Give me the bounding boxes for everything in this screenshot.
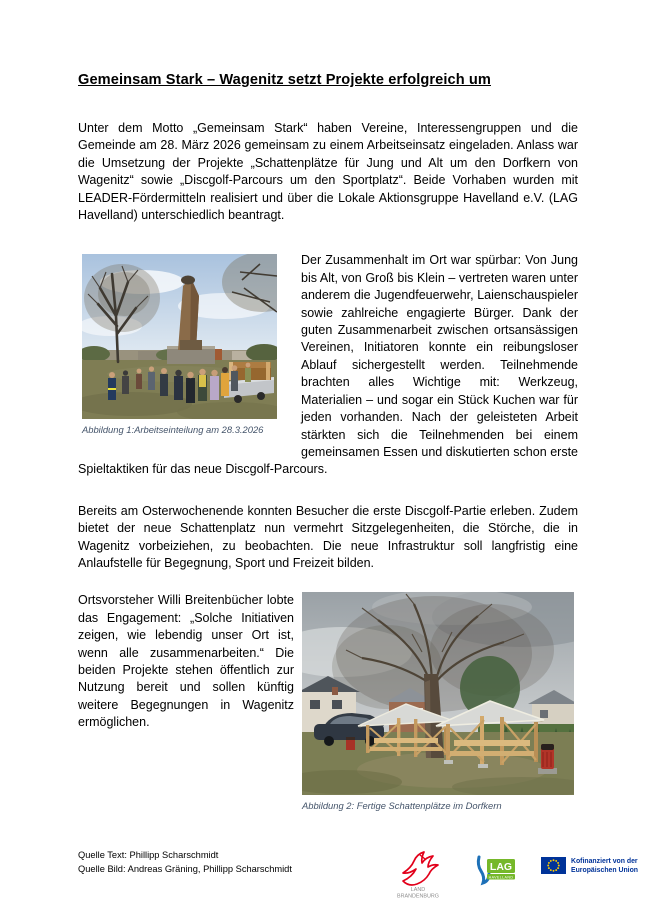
eu-funding-label-line1: Kofinanziert von der — [571, 858, 638, 865]
paragraph-quote: Ortsvorsteher Willi Breitenbücher lobte das Engagement: „Solche Initiativen zeigen, wie lebendig unser Ort ist, wenn alle zusammenarbeiten.“ Die beiden Projekte stehen öffentlich zur Nutzung bereit und sollen künftig weitere Begegnungen in Wagenitz ermöglichen. — [78, 593, 294, 730]
brandenburg-label-line2: BRANDENBURG — [397, 893, 439, 899]
funding-logos — [387, 849, 638, 899]
brandenburg-logo — [387, 849, 451, 899]
lag-region-label: HAVELLAND — [488, 875, 514, 880]
eu-funding-label-line2: Europäischen Union — [571, 866, 638, 874]
lag-logo — [475, 855, 517, 891]
paragraph-intro: Unter dem Motto „Gemeinsam Stark“ haben Vereine, Interessengruppen und die Gemeinde am 28. März 2026 gemeinsam zu einem Arbeitseinsatz eingeladen. Anlass war die Umsetzung der Projekte „Schattenplätze für Jung und Alt um den Dorfkern von Wagenitz“ sowie „Discgolf-Parcours um den Sportplatz“. Beide Vorhaben wurden mit LEADER-Fördermitteln realisiert und über die Lokale Aktionsgruppe Havelland e.V. (LAG Havelland) unterschiedlich beantragt. — [78, 121, 578, 223]
section-workday — [78, 252, 578, 478]
source-text-line: Quelle Text: Phillipp Scharschmidt — [78, 850, 219, 860]
paragraph-community: Der Zusammenhalt im Ort war spürbar: Von Jung bis Alt, von Groß bis Klein – vertreten waren unter anderem die Jugendfeuerwehr, Laienschauspieler sowie zahlreiche engagierte Bürger. Dank der guten Zusammenarbeit zwischen ortsansässigen Vereinen, Initiatoren konnte ein reibungsloser Ablauf sichergestellt werden. Teilnehmende brachten alles Wichtige mit: Werkzeug, Materialien – und sogar ein Stück Kuchen war für jeden vorhanden. Nach der geleisteten Arbeit stärkten sich die Teilnehmenden bei einem gemeinsamen Essen und diskutierten schon erste Spieltaktiken für das neue Discgolf-Parcours. — [78, 253, 578, 477]
eu-funding-label — [571, 857, 638, 875]
source-credits — [78, 849, 292, 877]
eu-flag-icon — [541, 857, 566, 874]
lag-acronym-label: LAG — [489, 861, 513, 873]
eu-funding-logo — [541, 857, 638, 875]
figure-2 — [302, 592, 574, 812]
figure-1-caption: Abbildung 1:Arbeitseinteilung am 28.3.2026 — [82, 424, 264, 436]
brandenburg-eagle-icon — [403, 852, 438, 885]
page-footer — [78, 849, 638, 899]
figure-1 — [82, 254, 277, 436]
section-quote — [78, 592, 578, 812]
page-title: Gemeinsam Stark – Wagenitz setzt Projekte erfolgreich um — [78, 72, 491, 88]
figure-2-caption: Abbildung 2: Fertige Schattenplätze im Dorfkern — [302, 800, 502, 812]
paragraph-easter: Bereits am Osterwochenende konnten Besucher die erste Discgolf-Partie erleben. Zudem bietet der neue Schattenplatz nun vermehrt Sitzgelegenheiten, die Störche, die in Wagenitz vorbeiziehen, zu beobachten. Die neue Infrastruktur soll langfristig eine Anlaufstelle für Begegnung, Sport und Freizeit bilden. — [78, 503, 578, 570]
brandenburg-label-line1: LAND — [410, 887, 426, 893]
source-image-line: Quelle Bild: Andreas Gräning, Phillipp Scharschmidt — [78, 863, 292, 874]
figure-1-photo — [82, 254, 277, 419]
figure-2-photo — [302, 592, 574, 795]
